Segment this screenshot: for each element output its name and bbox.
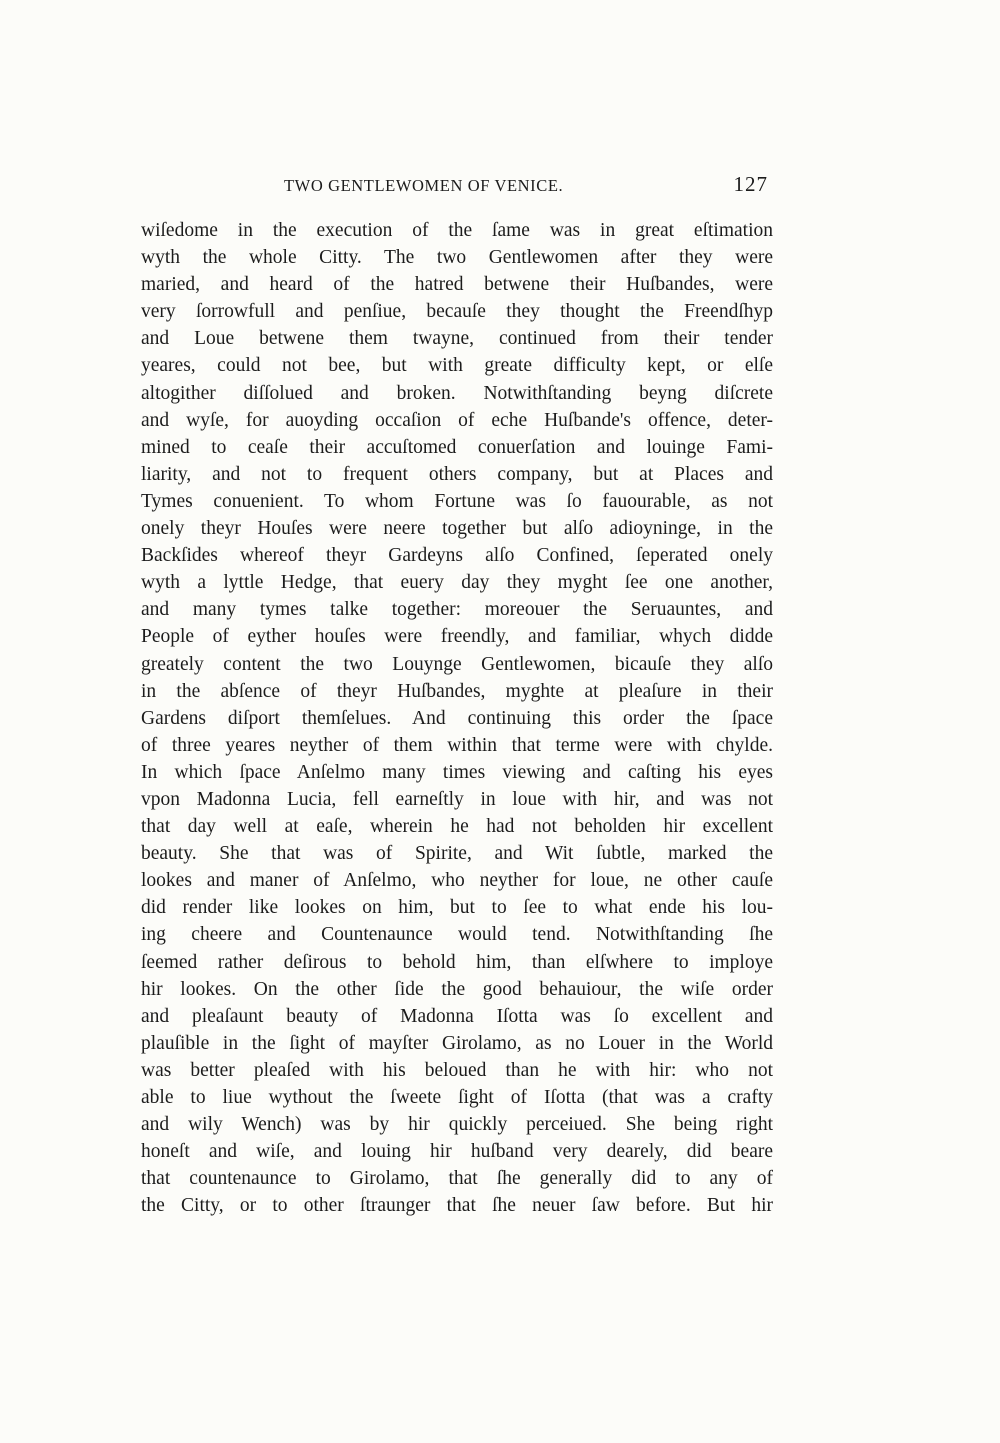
text-line: and Loue betwene them twayne, continued from their tender: [141, 328, 773, 350]
text-line: wyth a lyttle Hedge, that euery day they myght ſee one another,: [141, 572, 773, 594]
text-line: liarity, and not to frequent others company, but at Places and: [141, 463, 773, 485]
text-line: very ſorrowfull and penſiue, becauſe they thought the Freendſhyp: [141, 301, 773, 323]
text-line: and many tymes talke together: moreouer the Seruauntes, and: [141, 599, 773, 621]
text-line: ing cheere and Countenaunce would tend. Notwithſtanding ſhe: [141, 924, 773, 946]
text-line: and wily Wench) was by hir quickly perceiued. She being right: [141, 1114, 773, 1136]
text-line: greately content the two Louynge Gentlewomen, bicauſe they alſo: [141, 653, 773, 675]
running-title: TWO GENTLEWOMEN OF VENICE.: [284, 176, 564, 195]
text-line: hir lookes. On the other ſide the good behauiour, the wiſe order: [141, 978, 773, 1000]
text-line: plauſible in the ſight of mayſter Girolamo, as no Louer in the World: [141, 1032, 773, 1054]
text-line: beauty. She that was of Spirite, and Wit ſubtle, marked the: [141, 843, 773, 865]
text-line: the Citty, or to other ſtraunger that ſhe neuer ſaw before. But hir: [141, 1195, 773, 1217]
text-line: lookes and maner of Anſelmo, who neyther for loue, ne other cauſe: [141, 870, 773, 892]
text-line: Gardens diſport themſelues. And continuing this order the ſpace: [141, 707, 773, 729]
text-line: that day well at eaſe, wherein he had not beholden hir excellent: [141, 816, 773, 838]
text-line: wiſedome in the execution of the ſame was in great eſtimation: [141, 220, 773, 241]
text-line: wyth the whole Citty. The two Gentlewomen after they were: [141, 247, 773, 269]
text-line: in the abſence of theyr Huſbandes, myghte at pleaſure in their: [141, 680, 773, 702]
text-line: of three yeares neyther of them within that terme were with chylde.: [141, 734, 773, 756]
text-line: mined to ceaſe their accuſtomed conuerſation and louinge Fami-: [141, 436, 773, 458]
text-line: honeſt and wiſe, and louing hir huſband very dearely, did beare: [141, 1141, 773, 1163]
text-line: was better pleaſed with his beloued than he with hir: who not: [141, 1059, 773, 1081]
text-line: onely theyr Houſes were neere together but alſo adioyninge, in the: [141, 518, 773, 540]
text-line: and pleaſaunt beauty of Madonna Iſotta was ſo excellent and: [141, 1005, 773, 1027]
text-line: People of eyther houſes were freendly, and familiar, whych didde: [141, 626, 773, 648]
text-line: vpon Madonna Lucia, fell earneſtly in loue with hir, and was not: [141, 788, 773, 810]
text-line: that countenaunce to Girolamo, that ſhe generally did to any of: [141, 1168, 773, 1190]
text-line: able to liue wythout the ſweete ſight of Iſotta (that was a crafty: [141, 1087, 773, 1108]
text-line: and wyſe, for auoyding occaſion of eche Huſbande's offence, deter-: [141, 409, 773, 431]
text-line: did render like lookes on him, but to ſee to what ende his lou-: [141, 897, 773, 919]
text-line: yeares, could not bee, but with greate difficulty kept, or elſe: [141, 355, 773, 377]
text-line: In which ſpace Anſelmo many times viewing and caſting his eyes: [141, 761, 773, 783]
page-number: 127: [733, 172, 768, 196]
text-line: maried, and heard of the hatred betwene their Huſbandes, were: [141, 274, 773, 296]
body-text: [141, 217, 773, 1219]
text-line: Tymes conuenient. To whom Fortune was ſo fauourable, as not: [141, 490, 773, 512]
text-line: ſeemed rather deſirous to behold him, than elſwhere to imploye: [141, 951, 773, 973]
text-line: altogither diſſolued and broken. Notwithſtanding beyng diſcrete: [141, 382, 773, 404]
running-head: [140, 172, 772, 202]
text-line: Backſides whereof theyr Gardeyns alſo Confined, ſeperated onely: [141, 545, 773, 567]
